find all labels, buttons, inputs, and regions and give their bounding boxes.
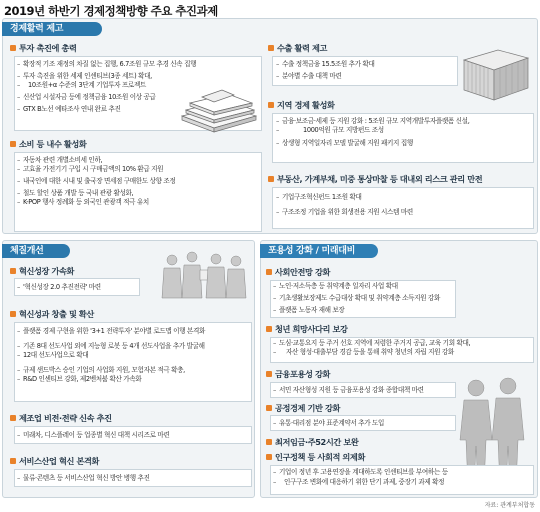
list-item: – 자산 형성·대출부담 경감 등을 통해 취약 청년의 자립 지원 강화	[272, 348, 470, 357]
list-item: – 유통·대리점 분야 표준계약서 추가 도입	[272, 419, 384, 428]
list-item: – 12대 선도사업으로 확대	[16, 351, 205, 360]
orange-bullet-icon	[266, 326, 272, 332]
section-items	[16, 156, 175, 210]
orange-bullet-icon	[10, 311, 16, 317]
list-item: – R&D 인센티브 강화, 제2벤처붐 확산 가속화	[16, 375, 205, 384]
section-items	[272, 468, 448, 490]
orange-bullet-icon	[266, 371, 272, 377]
section-items	[272, 419, 384, 431]
page-title: 2019년 하반기 경제정책방향 주요 추진과제	[4, 4, 218, 18]
orange-bullet-icon	[10, 458, 16, 464]
cargo-container-icon	[458, 44, 534, 104]
orange-bullet-icon	[10, 268, 16, 274]
section-items	[16, 474, 150, 486]
section-title: 최저임금·주52시간 보완	[266, 437, 358, 448]
section-title: 혁신성장 가속화	[10, 266, 74, 277]
list-item: – 신산업 시설자금 등에 정책금융 10조원 이상 공급	[16, 93, 196, 102]
section-title: 공정경제 기반 강화	[266, 403, 340, 414]
list-item: – '혁신성장 2.0 추진전략' 마련	[16, 283, 101, 292]
section-title: 제조업 비전·전략 신속 추진	[10, 413, 112, 424]
section-items	[272, 282, 440, 318]
list-item: – 구조조정 기업을 위한 회생전용 지원 시스템 마련	[275, 208, 413, 217]
list-item: – 금융·보조금·세제 등 지원 강화 : 5조원 규모 지역개발투자플랫폼 신설,	[275, 117, 469, 126]
orange-bullet-icon	[10, 45, 16, 51]
list-item: – 규제 샌드박스 승인 기업의 사업화 지원, 모험자본 적극 확충,	[16, 366, 205, 375]
list-item: – 기존 8대 선도사업 외에 지능형 로봇 등 4개 선도사업을 추가 발굴해	[16, 342, 205, 351]
list-item: – 분야별 수출 대책 마련	[275, 72, 375, 81]
section-items	[272, 339, 470, 360]
list-item: – 10조원+α 수준의 3단계 기업투자 프로젝트	[16, 81, 196, 90]
list-item: – 물류·콘텐츠 등 서비스산업 혁신 방안 병행 추진	[16, 474, 150, 483]
section-items	[16, 60, 196, 117]
list-item: – 도심·교통요지 등 주거 선호 지역에 저렴한 주거지 공급, 교육 기회 확대,	[272, 339, 470, 348]
section-title: 수출 활력 제고	[268, 43, 327, 54]
orange-bullet-icon	[268, 176, 274, 182]
section-title: 혁신성과 창출 및 확산	[10, 309, 94, 320]
list-item: – 투자 촉진을 위한 세제 인센티브(3종 세트) 확대,	[16, 72, 196, 81]
section-title: 인구정책 등 사회적 의제화	[266, 452, 365, 463]
orange-bullet-icon	[268, 45, 274, 51]
list-item: – 인구구조 변화에 대응하기 위한 단기 과제, 중장기 과제 확정	[272, 478, 448, 487]
ribbon-inclusive: 포용성 강화 / 미래대비	[260, 244, 378, 258]
orange-bullet-icon	[266, 439, 272, 445]
section-title: 소비 등 내수 활성화	[10, 139, 86, 150]
ribbon-economy: 경제활력 제고	[2, 22, 102, 36]
list-item: – 서민 자산형성 지원 등 금융포용성 강화 종합대책 마련	[272, 386, 424, 395]
business-people-icon	[156, 248, 252, 304]
orange-bullet-icon	[10, 415, 16, 421]
orange-bullet-icon	[268, 102, 274, 108]
section-items	[275, 193, 413, 220]
list-item: – K-POP 행사 정례화 등 외국인 관광객 적극 유치	[16, 198, 175, 207]
section-title: 금융포용성 강화	[266, 369, 330, 380]
list-item: – 기업이 정년 후 고용연장을 계대하도록 인센티브를 부여하는 등	[272, 468, 448, 477]
list-item: – 상생형 지역일자리 모델 발굴해 지원 패키지 집행	[275, 139, 469, 148]
money-stack-icon	[178, 86, 260, 134]
list-item: – 기초생활보장제도 수급대상 확대 및 취약계층 소득지원 강화	[272, 294, 440, 303]
section-items	[16, 431, 169, 443]
section-title: 투자 촉진에 총력	[10, 43, 76, 54]
section-items	[16, 283, 101, 295]
list-item: – 기업구조혁신펀드 1조원 확대	[275, 193, 413, 202]
section-title: 사회안전망 강화	[266, 267, 330, 278]
list-item: – 수출 정책금융 15.5조원 추가 확대	[275, 60, 375, 69]
list-item: – 노인·저소득층 등 취약계층 일자리 사업 확대	[272, 282, 440, 291]
section-title: 부동산, 가계부채, 미중 통상마찰 등 대내외 리스크 관리 만전	[268, 174, 482, 185]
list-item: – 확장적 기조 재정의 차질 없는 집행, 6.7조원 규모 추경 신속 집행	[16, 60, 196, 69]
orange-bullet-icon	[266, 269, 272, 275]
list-item: – 고효율 가전기기 구입 시 구매금액의 10% 환급 지원	[16, 165, 175, 174]
list-item: – 자동차 관련 개별소비세 인하,	[16, 156, 175, 165]
list-item: – GTX B노선 예타조사 연내 완료 추진	[16, 105, 196, 114]
section-items	[272, 386, 424, 398]
ribbon-reform: 체질개선	[2, 244, 70, 258]
list-item: – 미래차, 디스플레이 등 업종별 혁신 대책 시리즈로 마련	[16, 431, 169, 440]
list-item: – 내국인에 대한 시내 및 출국장 면세점 구매한도 상향 조정	[16, 177, 175, 186]
section-title: 서비스산업 혁신 본격화	[10, 456, 99, 467]
list-item: – 철도 할인 상품 개발 등 국내 관광 활성화,	[16, 189, 175, 198]
list-item: – 플랫폼 노동자 재해 보장	[272, 306, 440, 315]
section-items	[16, 327, 205, 387]
source-note: 자료: 관계부처합동	[484, 502, 535, 509]
list-item: – 1000억원 규모 지방펀드 조성	[275, 126, 469, 135]
section-title: 지역 경제 활성화	[268, 100, 334, 111]
section-title: 청년 희망사다리 보강	[266, 324, 347, 335]
list-item: – 플랫폼 경제 구현을 위한 '3+1 전략투자' 분야별 로드맵 이행 본격화	[16, 327, 205, 336]
orange-bullet-icon	[10, 141, 16, 147]
section-items	[275, 60, 375, 84]
orange-bullet-icon	[266, 454, 272, 460]
section-items	[275, 117, 469, 151]
orange-bullet-icon	[266, 405, 272, 411]
